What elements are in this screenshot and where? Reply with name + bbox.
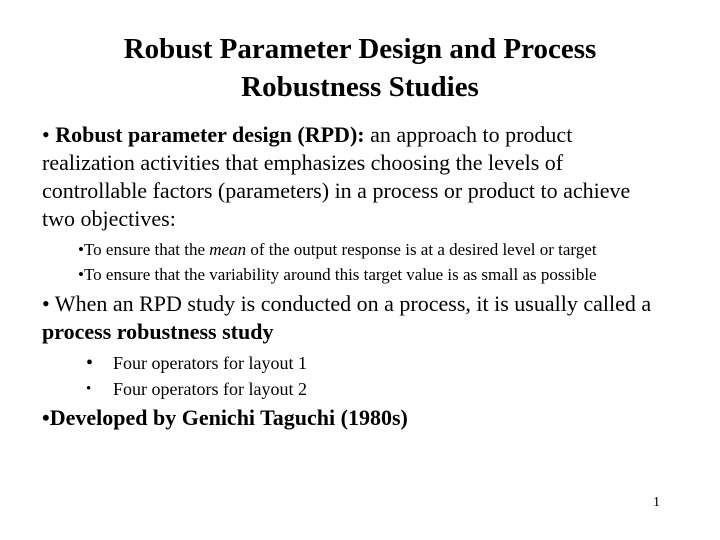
rpd-line-2: realization activities that emphasizes choosing the levels of xyxy=(42,150,564,175)
process-study-paragraph xyxy=(42,290,712,346)
layout-2-text: Four operators for layout 2 xyxy=(113,379,307,399)
slide-title xyxy=(40,30,680,106)
rpd-line-1 xyxy=(42,121,712,149)
rpd-term: Robust parameter design (RPD): xyxy=(55,122,365,147)
process-study-line-2: process robustness study xyxy=(42,319,274,344)
rpd-line-3: controllable factors (parameters) in a process or product to achieve xyxy=(42,178,631,203)
objective-1-emphasis: mean xyxy=(209,240,247,259)
slide-title-line-2: Robustness Studies xyxy=(241,71,479,103)
rpd-bullet: • xyxy=(42,122,50,147)
objective-item-mean xyxy=(78,239,597,261)
objective-1-before: •To ensure that the xyxy=(78,240,210,259)
layout-2-bullet: • xyxy=(86,381,92,397)
objective-item-variability: •To ensure that the variability around this target value is as small as possible xyxy=(78,265,597,284)
page-number: 1 xyxy=(653,495,660,510)
rpd-line-4: two objectives: xyxy=(42,206,176,231)
slide-title-line-1: Robust Parameter Design and Process xyxy=(123,33,597,65)
rpd-line-1-rest: an approach to product xyxy=(364,122,573,147)
layout-1-bullet: • xyxy=(86,352,94,374)
objective-1-after: of the output response is at a desired level or target xyxy=(246,240,597,259)
layout-1-text: Four operators for layout 1 xyxy=(113,353,307,373)
process-study-line-1: • When an RPD study is conducted on a process, it is usually called a xyxy=(42,291,652,316)
developed-by-taguchi: •Developed by Genichi Taguchi (1980s) xyxy=(42,405,408,430)
rpd-definition-paragraph xyxy=(42,121,712,233)
